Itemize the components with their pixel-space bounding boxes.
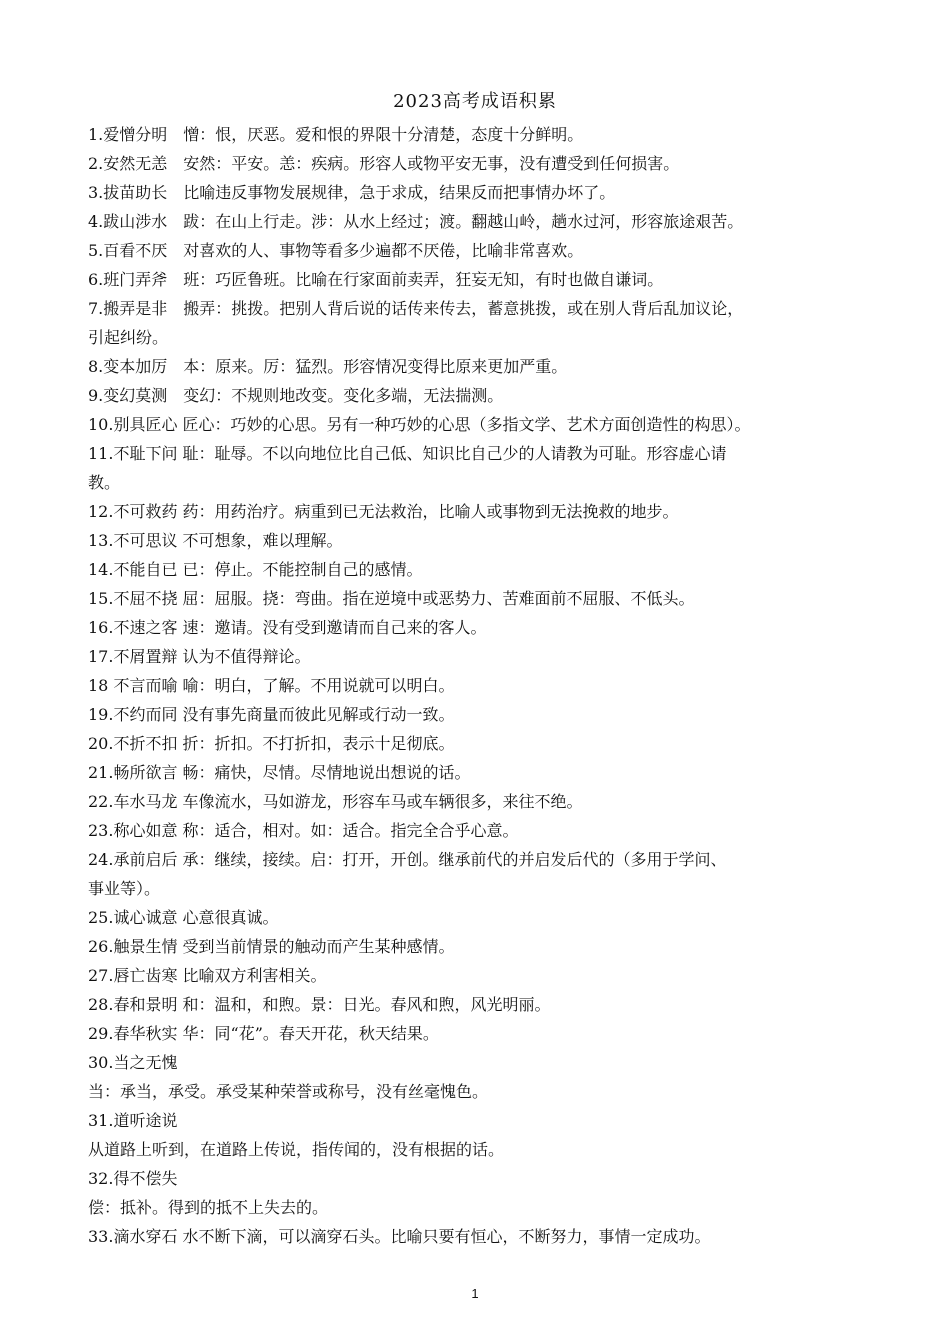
idiom-line: 13.不可思议 不可想象，难以理解。 xyxy=(88,531,343,550)
idiom-line: 14.不能自已 已：停止。不能控制自己的感情。 xyxy=(88,560,423,579)
idiom-line: 9.变幻莫测 变幻：不规则地改变。变化多端，无法揣测。 xyxy=(88,386,504,405)
idiom-line: 24.承前启后 承：继续，接续。启：打开，开创。继承前代的并启发后代的（多用于学问、 xyxy=(88,850,727,869)
idiom-line: 12.不可救药 药：用药治疗。病重到已无法救治，比喻人或事物到无法挽救的地步。 xyxy=(88,502,679,521)
idiom-line: 20.不折不扣 折：折扣。不打折扣，表示十足彻底。 xyxy=(88,734,455,753)
idiom-line: 5.百看不厌 对喜欢的人、事物等看多少遍都不厌倦，比喻非常喜欢。 xyxy=(88,241,584,260)
idiom-line: 26.触景生情 受到当前情景的触动而产生某种感情。 xyxy=(88,937,455,956)
idiom-line: 4.跋山涉水 跋：在山上行走。涉：从水上经过；渡。翻越山岭，趟水过河，形容旅途艰苦。 xyxy=(88,212,744,231)
page-title: 2023高考成语积累 xyxy=(393,91,557,112)
idiom-line: 28.春和景明 和：温和，和煦。景：日光。春风和煦，风光明丽。 xyxy=(88,995,551,1014)
idiom-line: 教。 xyxy=(88,473,121,492)
idiom-list xyxy=(88,120,868,1251)
idiom-line: 6.班门弄斧 班：巧匠鲁班。比喻在行家面前卖弄，狂妄无知，有时也做自谦词。 xyxy=(88,270,664,289)
idiom-line: 21.畅所欲言 畅：痛快，尽情。尽情地说出想说的话。 xyxy=(88,763,471,782)
idiom-line: 当：承当，承受。承受某种荣誉或称号，没有丝毫愧色。 xyxy=(88,1082,489,1101)
idiom-line: 27.唇亡齿寒 比喻双方利害相关。 xyxy=(88,966,327,985)
idiom-line: 23.称心如意 称：适合，相对。如：适合。指完全合乎心意。 xyxy=(88,821,519,840)
idiom-line: 7.搬弄是非 搬弄：挑拨。把别人背后说的话传来传去，蓄意挑拨，或在别人背后乱加议论， xyxy=(88,299,744,318)
idiom-line: 25.诚心诚意 心意很真诚。 xyxy=(88,908,279,927)
idiom-line: 33.滴水穿石 水不断下滴，可以滴穿石头。比喻只要有恒心，不断努力，事情一定成功。 xyxy=(88,1227,711,1246)
idiom-line: 30.当之无愧 xyxy=(88,1053,178,1072)
idiom-line: 31.道听途说 xyxy=(88,1111,178,1130)
idiom-line: 3.拔苗助长 比喻违反事物发展规律，急于求成，结果反而把事情办坏了。 xyxy=(88,183,616,202)
idiom-line: 8.变本加厉 本：原来。厉：猛烈。形容情况变得比原来更加严重。 xyxy=(88,357,568,376)
idiom-line: 17.不屑置辩 认为不值得辩论。 xyxy=(88,647,311,666)
idiom-line: 从道路上听到，在道路上传说，指传闻的，没有根据的话。 xyxy=(88,1140,505,1159)
idiom-line: 1.爱憎分明 憎：恨，厌恶。爱和恨的界限十分清楚，态度十分鲜明。 xyxy=(88,125,584,144)
idiom-line: 18 不言而喻 喻：明白，了解。不用说就可以明白。 xyxy=(88,676,455,695)
idiom-line: 事业等）。 xyxy=(88,879,161,898)
idiom-line: 11.不耻下问 耻：耻辱。不以向地位比自己低、知识比自己少的人请教为可耻。形容虚心请 xyxy=(88,444,727,463)
idiom-line: 10.别具匠心 匠心：巧妙的心思。另有一种巧妙的心思（多指文学、艺术方面创造性的构思）。 xyxy=(88,415,751,434)
idiom-line: 偿：抵补。得到的抵不上失去的。 xyxy=(88,1198,329,1217)
idiom-line: 引起纠纷。 xyxy=(88,328,169,347)
idiom-line: 22.车水马龙 车像流水，马如游龙，形容车马或车辆很多，来往不绝。 xyxy=(88,792,583,811)
idiom-line: 19.不约而同 没有事先商量而彼此见解或行动一致。 xyxy=(88,705,455,724)
idiom-line: 2.安然无恙 安然：平安。恙：疾病。形容人或物平安无事，没有遭受到任何损害。 xyxy=(88,154,680,173)
idiom-line: 16.不速之客 速：邀请。没有受到邀请而自己来的客人。 xyxy=(88,618,487,637)
idiom-line: 15.不屈不挠 屈：屈服。挠：弯曲。指在逆境中或恶势力、苦难面前不屈服、不低头。 xyxy=(88,589,695,608)
idiom-line: 32.得不偿失 xyxy=(88,1169,178,1188)
idiom-line: 29.春华秋实 华：同“花”。春天开花，秋天结果。 xyxy=(88,1024,439,1043)
page-number: 1 xyxy=(471,1286,479,1301)
